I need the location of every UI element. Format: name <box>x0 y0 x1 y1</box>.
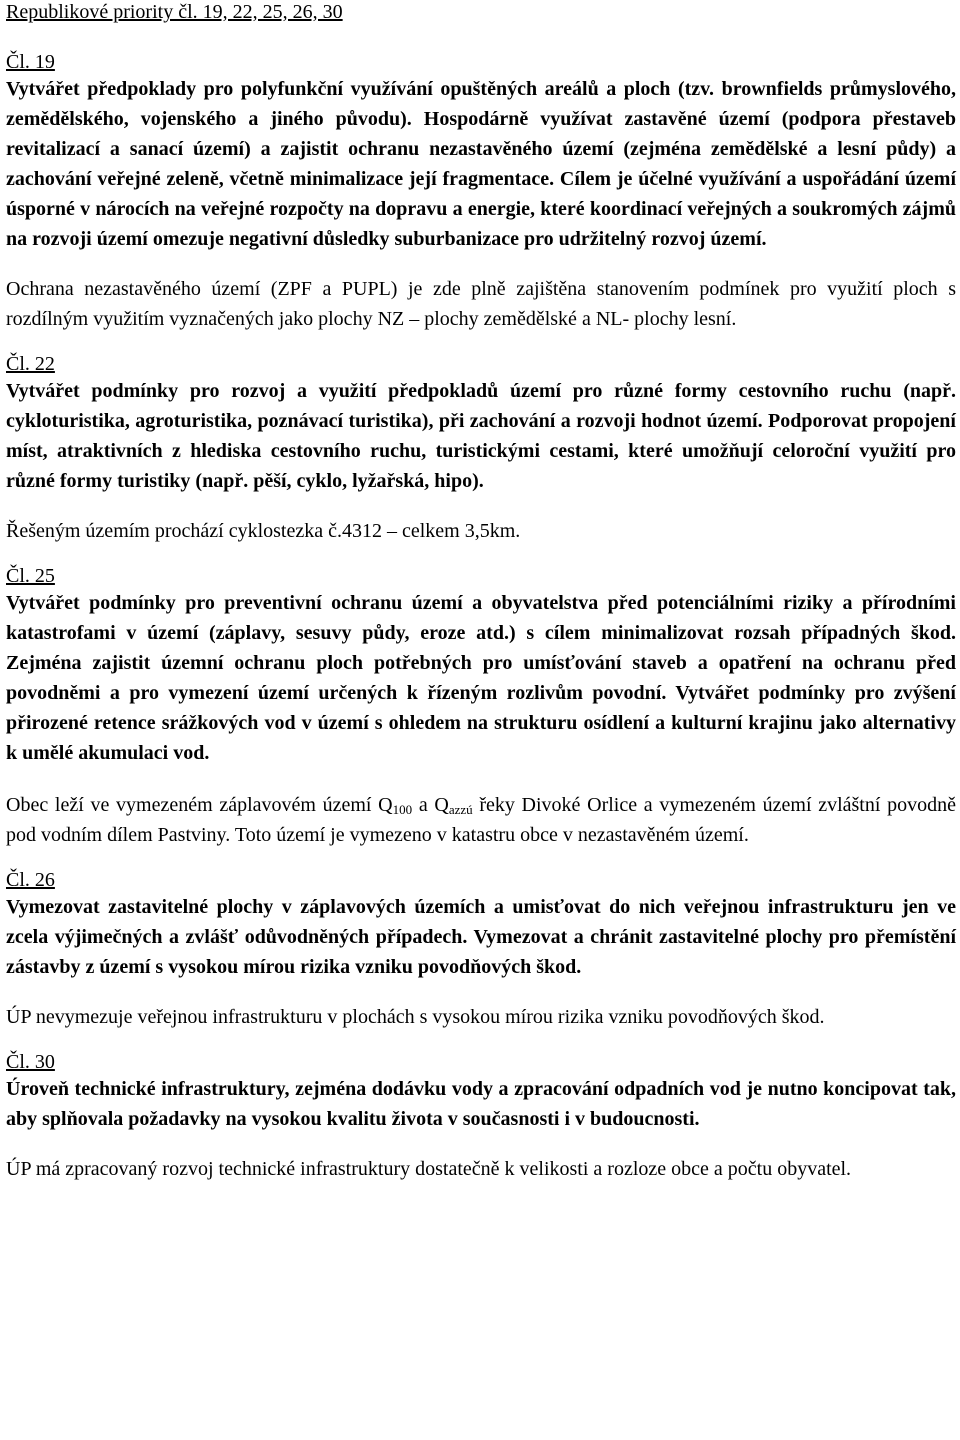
spacer <box>6 1032 956 1050</box>
article-30-priority-text: Úroveň technické infrastruktury, zejména dodávku vody a zpracování odpadních vod je nutno koncipovat tak, aby splňovala požadavky na vysokou kvalitu života v současnosti i v budoucnosti. <box>6 1078 956 1130</box>
spacer <box>6 496 956 516</box>
response-part: řeky Divoké Orlice a vymezeném území zvláštní povodně pod vodním dílem Pastviny. Toto území je vymezeno v katastru obce v nezastavěném území. <box>6 794 956 846</box>
article-19-heading: Čl. 19 <box>6 51 55 73</box>
spacer <box>6 24 956 50</box>
spacer <box>6 982 956 1002</box>
article-22-heading: Čl. 22 <box>6 353 55 375</box>
article-30-response-text: ÚP má zpracovaný rozvoj technické infrastruktury dostatečně k velikosti a rozloze obce a počtu obyvatel. <box>6 1158 852 1180</box>
article-25-heading: Čl. 25 <box>6 565 55 587</box>
subscript-q100: 100 <box>392 802 413 817</box>
article-19-priority-text: Vytvářet předpoklady pro polyfunkční využívání opuštěných areálů a ploch (tzv. brownfields průmyslového, zemědělského, vojenského a jiného původu). Hospodárně využívat zastavěné území (podpora přestaveb revitalizací a sanací území) a zajistit ochranu nezastavěného území (zejména zemědělské a lesní půdy) a zachování veřejné zeleně, včetně minimalizace její fragmentace. Cílem je účelné využívání a uspořádání území úsporné v nárocích na veřejné rozpočty na dopravu a energie, které koordinací veřejných a soukromých zájmů na rozvoji území omezuje negativní důsledky suburbanizace pro udržitelný rozvoj území. <box>6 78 956 250</box>
article-22-response-text: Řešeným územím prochází cyklostezka č.4312 – celkem 3,5km. <box>6 520 521 542</box>
article-26-priority-text: Vymezovat zastavitelné plochy v záplavových územích a umisťovat do nich veřejnou infrastrukturu jen ve zcela výjimečných a zvlášť odůvodněných případech. Vymezovat a chránit zastavitelné plochy pro přemístění zástavby z území s vysokou mírou rizika vzniku povodňových škod. <box>6 896 956 978</box>
spacer <box>6 546 956 564</box>
article-25-priority-text: Vytvářet podmínky pro preventivní ochranu území a obyvatelstva před potenciálními riziky a přírodními katastrofami v území (záplavy, sesuvy půdy, eroze atd.) s cílem minimalizovat rozsah případných škod. Zejména zajistit územní ochranu ploch potřebných pro umísťování staveb a opatření na ochranu před povodněmi a pro vymezení území určených k řízeným rozlivům povodní. Vytvářet podmínky pro zvýšení přirozené retence srážkových vod v území s ohledem na strukturu osídlení a kulturní krajinu jako alternativy k umělé akumulaci vod. <box>6 592 956 764</box>
spacer <box>6 768 956 790</box>
spacer <box>6 254 956 274</box>
spacer <box>6 334 956 352</box>
spacer <box>6 1134 956 1154</box>
article-26-heading: Čl. 26 <box>6 869 55 891</box>
article-30-heading: Čl. 30 <box>6 1051 55 1073</box>
document-title: Republikové priority čl. 19, 22, 25, 26, 30 <box>6 1 343 23</box>
article-22-priority-text: Vytvářet podmínky pro rozvoj a využití předpokladů území pro různé formy cestovního ruchu (např. cykloturistika, agroturistika, poznávací turistika), při zachování a rozvoji hodnot území. Podporovat propojení míst, atraktivních z hlediska cestovního ruchu, turistickými cestami, které umožňují celoroční využití pro různé formy turistiky (např. pěší, cyklo, lyžařská, hipo). <box>6 380 956 492</box>
article-19-response-text: Ochrana nezastavěného území (ZPF a PUPL) je zde plně zajištěna stanovením podmínek pro využití ploch s rozdílným využitím vyznačených jako plochy NZ – plochy zemědělské a NL- plochy lesní. <box>6 278 956 330</box>
subscript-qazzu: azzú <box>448 802 473 817</box>
article-25-response-text <box>6 790 956 850</box>
article-26-response-text: ÚP nevymezuje veřejnou infrastrukturu v plochách s vysokou mírou rizika vzniku povodňových škod. <box>6 1006 825 1028</box>
spacer <box>6 850 956 868</box>
response-part: Obec leží ve vymezeném záplavovém území Q <box>6 794 393 816</box>
response-part: a Q <box>412 794 449 816</box>
